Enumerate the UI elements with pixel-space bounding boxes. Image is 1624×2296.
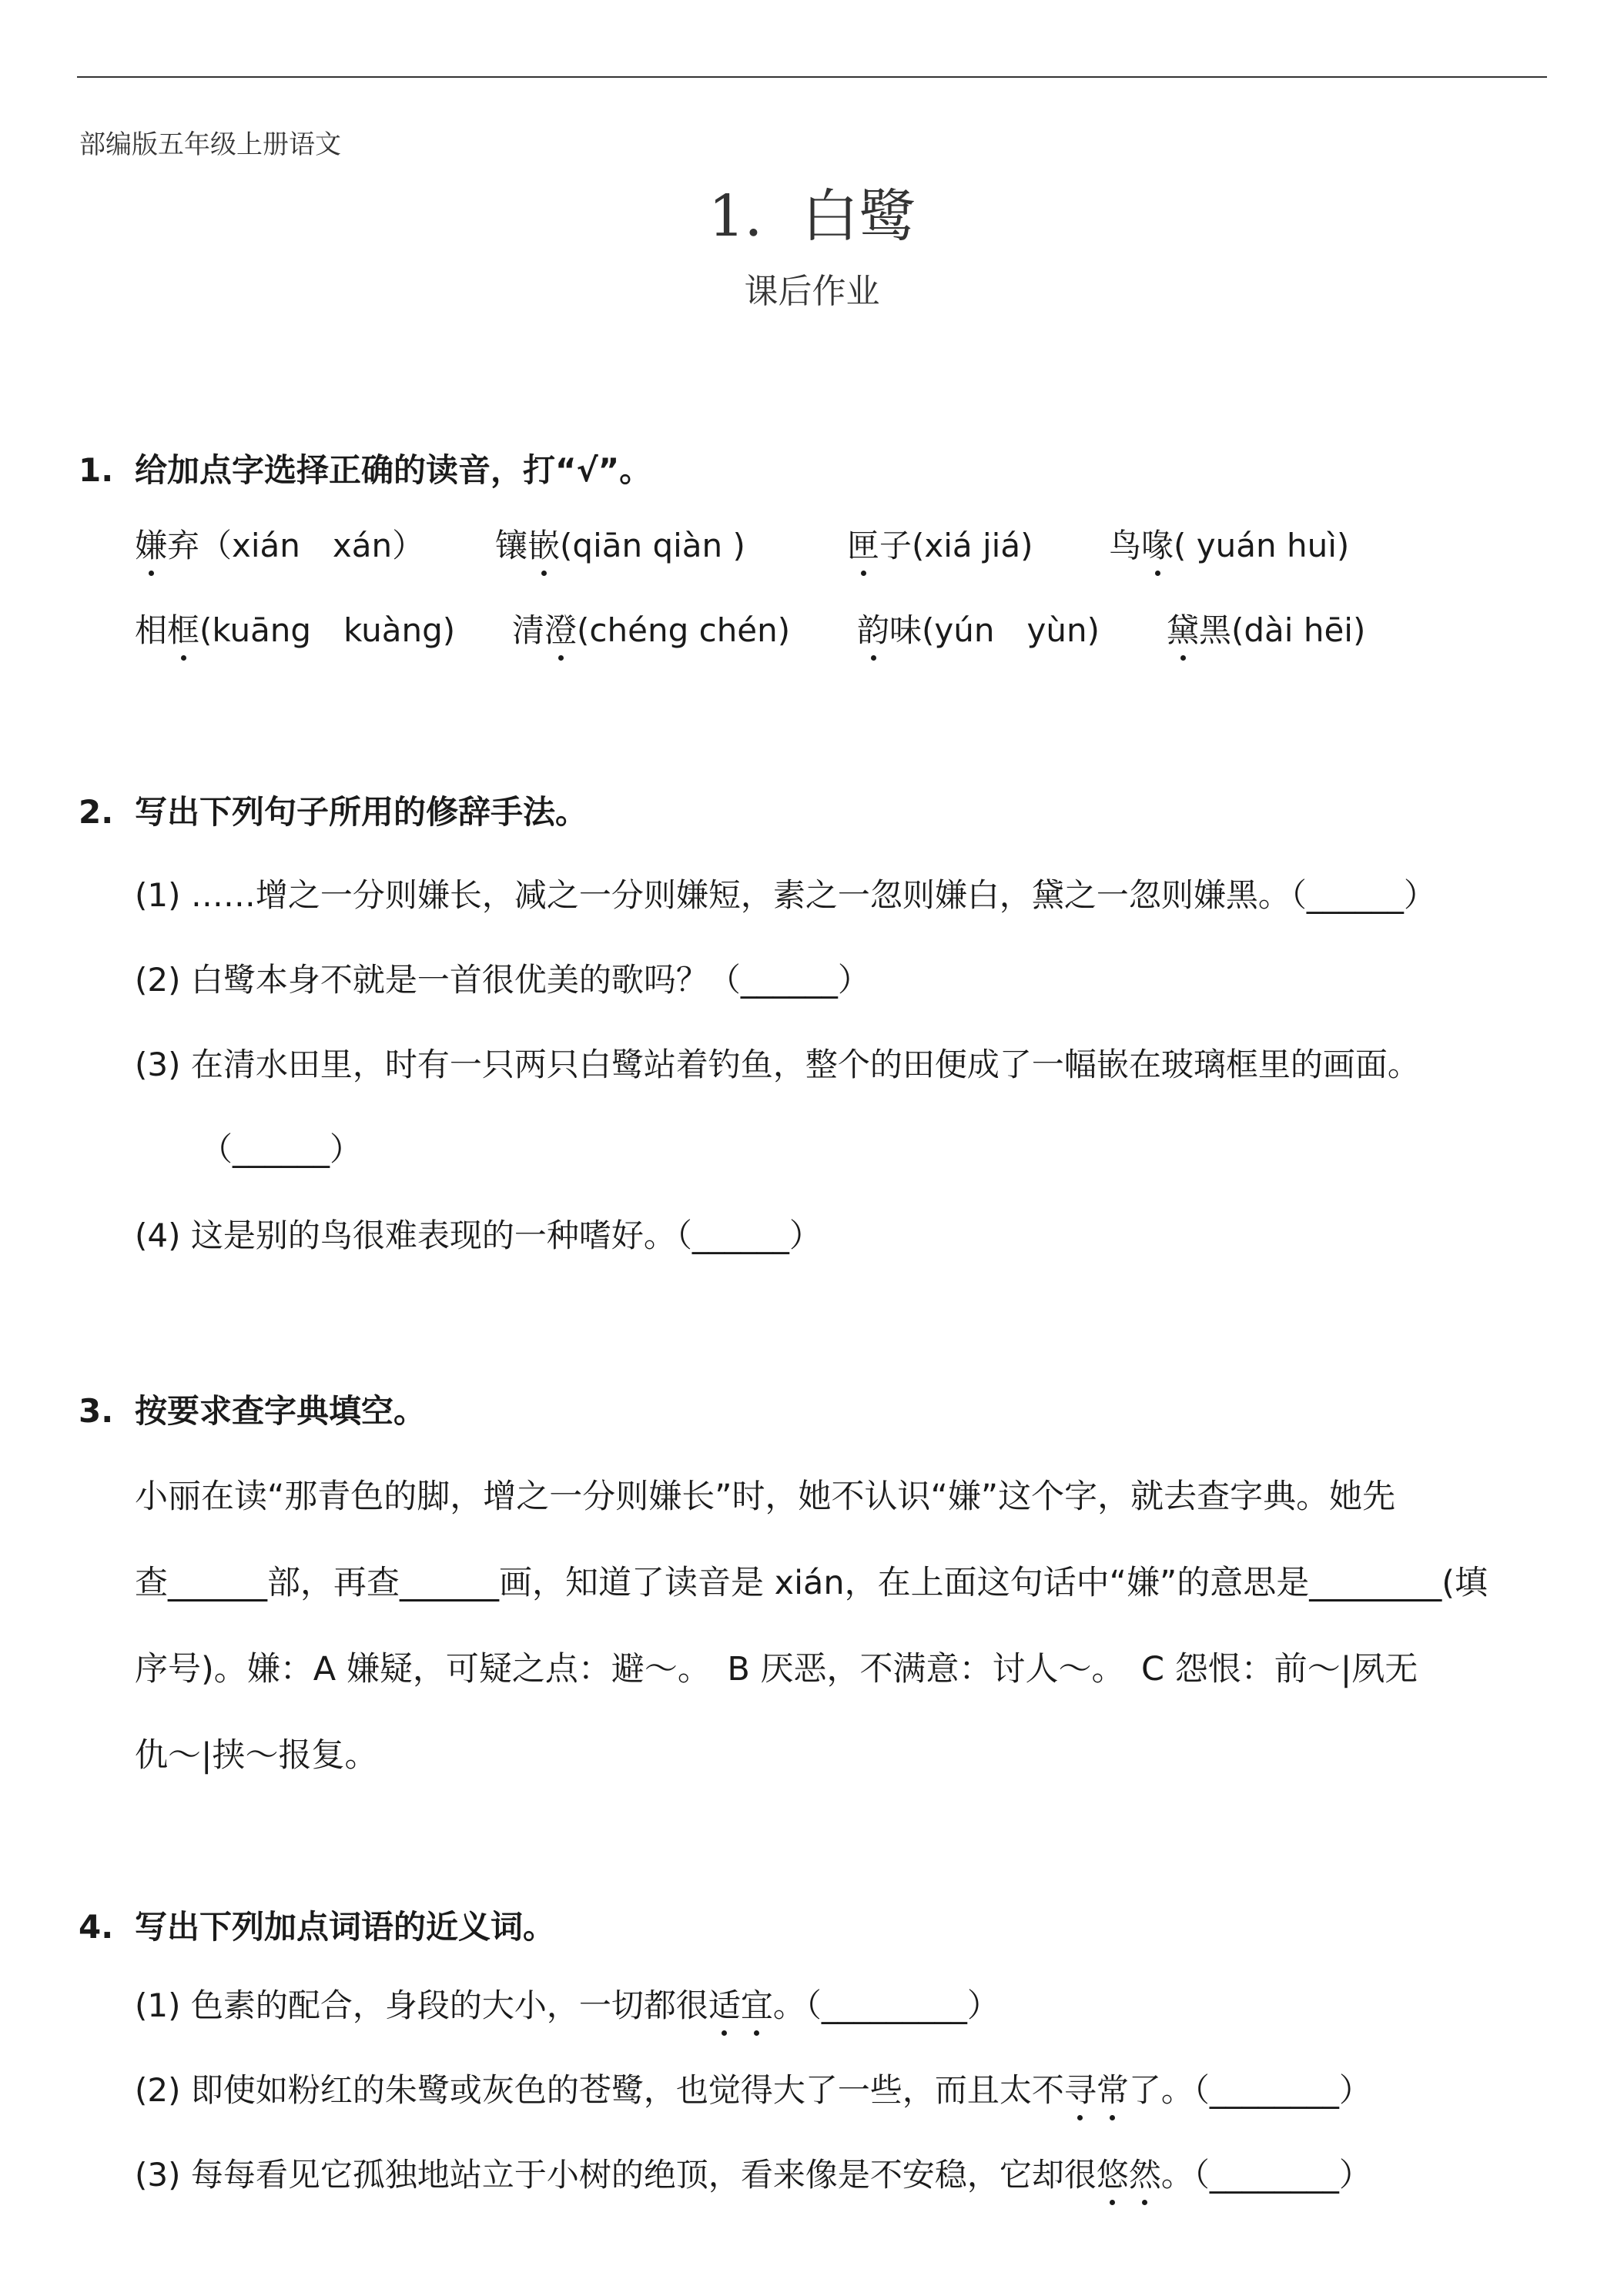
question-prompt: 写出下列加点词语的近义词。 bbox=[135, 1908, 556, 1946]
pinyin-item: 清澄(chéng chén) bbox=[512, 605, 790, 651]
dotted-char: 常 bbox=[1097, 2065, 1129, 2111]
pinyin-item: 鸟喙( yuán huì) bbox=[1109, 520, 1349, 567]
dotted-char: 框 bbox=[167, 605, 199, 651]
page-subtitle: 课后作业 bbox=[744, 272, 880, 311]
dictionary-line-1: 小丽在读“那青色的脚，增之一分则嫌长”时，她不认识“嫌”这个字，就去查字典。她先 bbox=[135, 1478, 1396, 1516]
question-4-heading bbox=[79, 1902, 555, 1948]
question-1-heading bbox=[79, 445, 651, 491]
question-prompt: 按要求查字典填空。 bbox=[135, 1392, 427, 1430]
question-2-heading bbox=[79, 787, 588, 833]
synonym-item-2: (2) 即使如粉红的朱鹭或灰色的苍鹭，也觉得大了一些，而且太不寻常了。（________） bbox=[135, 2065, 1371, 2111]
synonym-item-1: (1) 色素的配合，身段的大小，一切都很适宜。（_________） bbox=[135, 1980, 1000, 2027]
question-number: 3. bbox=[79, 1392, 114, 1430]
dotted-char: 韵 bbox=[857, 605, 889, 651]
pinyin-item: 韵味(yún yùn) bbox=[857, 605, 1100, 651]
dotted-char: 喙 bbox=[1141, 520, 1174, 567]
dotted-char: 澄 bbox=[544, 605, 577, 651]
synonym-item-3: (3) 每每看见它孤独地站立于小树的绝顶，看来像是不安稳，它却很悠然。（________） bbox=[135, 2150, 1371, 2196]
pinyin-item: 匣子(xiá jiá) bbox=[847, 520, 1033, 567]
pinyin-item: 相框(kuāng kuàng) bbox=[135, 605, 455, 651]
pinyin-item: 黛黑(dài hēi) bbox=[1167, 605, 1365, 651]
question-number: 1. bbox=[79, 451, 114, 489]
dotted-char: 然 bbox=[1129, 2150, 1161, 2196]
dotted-char: 悠 bbox=[1097, 2150, 1129, 2196]
rhetoric-item-4: (4) 这是别的鸟很难表现的一种嗜好。（______） bbox=[135, 1217, 822, 1254]
top-rule bbox=[77, 76, 1547, 78]
dotted-char: 嵌 bbox=[527, 520, 560, 567]
question-prompt: 给加点字选择正确的读音，打“√”。 bbox=[135, 451, 652, 489]
page-title: 1．白鹭 bbox=[708, 183, 916, 249]
pinyin-item: 镶嵌(qiān qiàn ) bbox=[495, 520, 745, 567]
question-3-heading bbox=[79, 1386, 426, 1432]
dotted-char: 寻 bbox=[1064, 2065, 1097, 2111]
rhetoric-item-3-blank: （______） bbox=[200, 1130, 363, 1168]
pinyin-item: 嫌弃（xián xán） bbox=[135, 520, 424, 567]
book-header: 部编版五年级上册语文 bbox=[79, 129, 341, 160]
dictionary-line-3: 序号)。嫌：A 嫌疑，可疑之点：避～。 B 厌恶，不满意：讨人～。 C 怨恨：前～|夙无 bbox=[135, 1650, 1418, 1689]
dotted-char: 适 bbox=[708, 1980, 741, 2027]
question-number: 2. bbox=[79, 793, 114, 831]
dotted-char: 匣 bbox=[847, 520, 879, 567]
question-number: 4. bbox=[79, 1908, 114, 1946]
question-prompt: 写出下列句子所用的修辞手法。 bbox=[135, 793, 588, 831]
dictionary-line-4: 仇～|挟～报复。 bbox=[135, 1736, 378, 1775]
rhetoric-item-1: (1) ……增之一分则嫌长，减之一分则嫌短，素之一忽则嫌白，黛之一忽则嫌黑。（______） bbox=[135, 876, 1436, 914]
dictionary-line-2: 查______部，再查______画，知道了读音是 xián，在上面这句话中“嫌”的意思是________(填 bbox=[135, 1564, 1488, 1602]
dotted-char: 嫌 bbox=[135, 520, 167, 567]
dotted-char: 宜 bbox=[741, 1980, 773, 2027]
rhetoric-item-2: (2) 白鹭本身不就是一首很优美的歌吗？（______） bbox=[135, 961, 870, 999]
dotted-char: 黛 bbox=[1167, 605, 1199, 651]
rhetoric-item-3: (3) 在清水田里，时有一只两只白鹭站着钓鱼，整个的田便成了一幅嵌在玻璃框里的画面。 bbox=[135, 1046, 1420, 1083]
